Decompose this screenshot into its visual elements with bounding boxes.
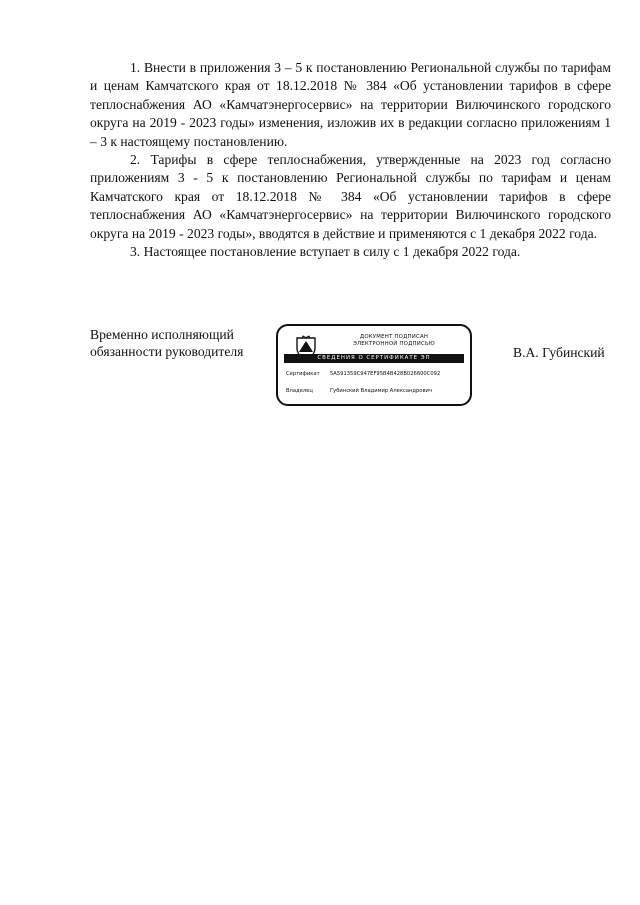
stamp-certificate-bar: СВЕДЕНИЯ О СЕРТИФИКАТЕ ЭП bbox=[284, 354, 464, 363]
document-body bbox=[90, 59, 611, 261]
signer-name: В.А. Губинский bbox=[513, 345, 605, 360]
certificate-value: 5A591359C947EF95B4B428B026600C092 bbox=[330, 371, 441, 377]
paragraph-3: 3. Настоящее постановление вступает в силу с 1 декабря 2022 года. bbox=[130, 244, 521, 260]
stamp-owner-row bbox=[286, 388, 432, 395]
owner-value: Губинский Владимир Александрович bbox=[330, 388, 432, 394]
stamp-heading-line-1: ДОКУМЕНТ ПОДПИСАН bbox=[359, 334, 429, 340]
signer-position-line-1: Временно исполняющий bbox=[90, 327, 234, 342]
electronic-signature-stamp bbox=[276, 324, 472, 406]
signature-block bbox=[90, 326, 620, 416]
paragraph-2: 2. Тарифы в сфере теплоснабжения, утвержденные на 2023 год согласно приложениям 3 - 5 к постановлению Региональной службы по тарифам и ценам Камчатского края от 18.12.2018 № 384 «Об установлении тарифов в сфере теплоснабжения АО «Камчатэнергосервис» на территории Вилючинского городского округа на 2019 - 2023 годы», вводятся в действие и применяются с 1 декабря 2022 года. bbox=[90, 152, 611, 241]
stamp-heading bbox=[334, 334, 454, 348]
stamp-heading-line-2: ЭЛЕКТРОННОЙ ПОДПИСЬЮ bbox=[353, 341, 435, 347]
stamp-certificate-row bbox=[286, 371, 440, 378]
certificate-label: Сертификат bbox=[286, 371, 320, 377]
paragraph-1: 1. Внести в приложения 3 – 5 к постановлению Региональной службы по тарифам и ценам Камчатского края от 18.12.2018 № 384 «Об установлении тарифов в сфере теплоснабжения АО «Камчатэнергосервис» на территории Вилючинского городского округа на 2019 - 2023 годы» изменения, изложив их в редакции согласно приложениям 1 – 3 к настоящему постановлению. bbox=[90, 60, 611, 149]
owner-label: Владелец bbox=[286, 388, 313, 394]
signer-position bbox=[90, 326, 275, 360]
signer-position-line-2: обязанности руководителя bbox=[90, 344, 244, 359]
